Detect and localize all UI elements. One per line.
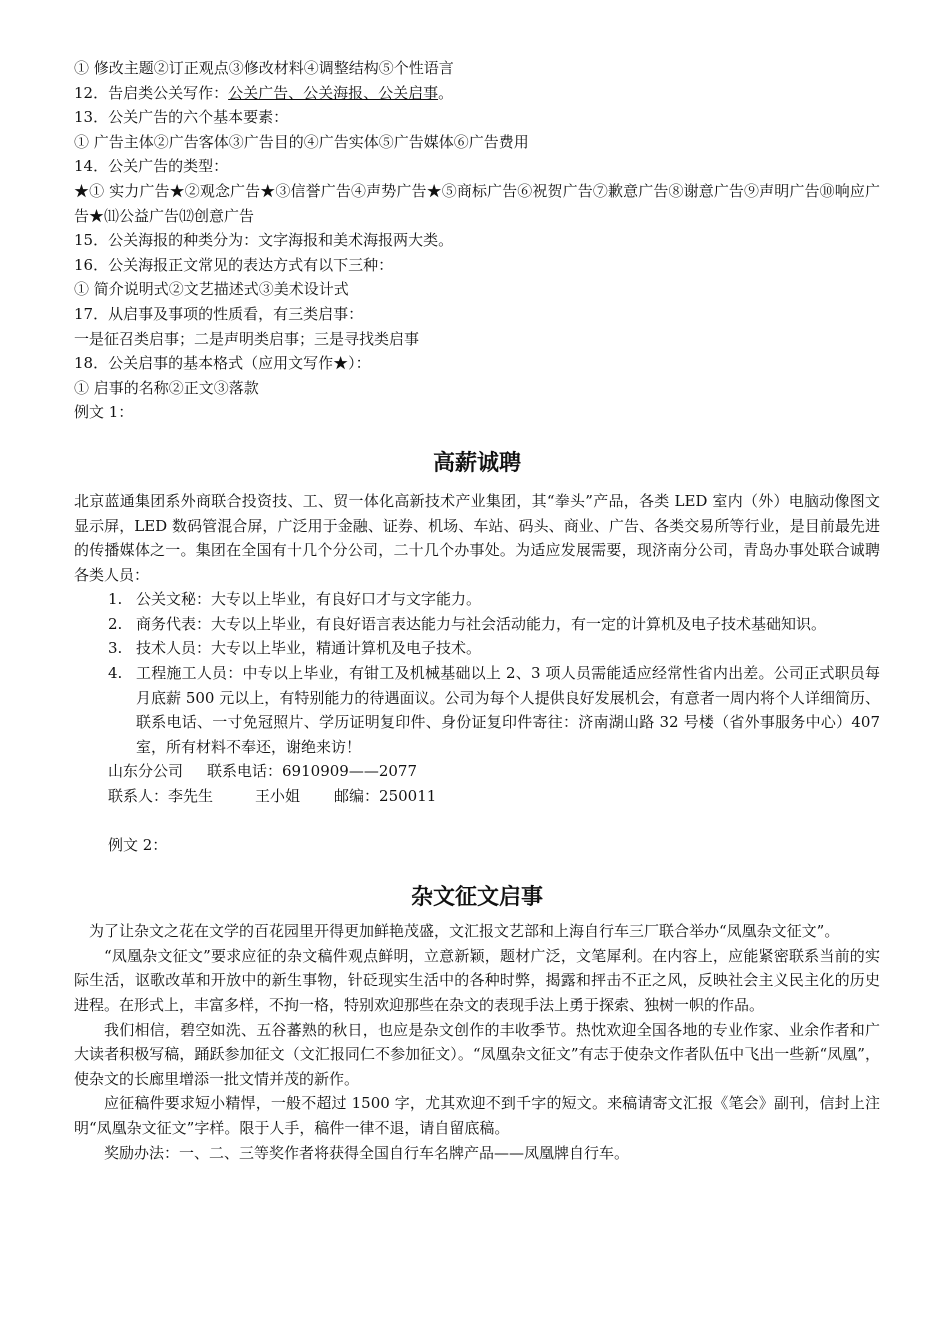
text-line: 17．从启事及事项的性质看，有三类启事： — [74, 304, 364, 323]
list-number: 4. — [108, 664, 123, 683]
text-line: ① 修改主题②订正观点③修改材料④调整结构⑤个性语言 — [74, 59, 454, 77]
underlined-answer: 公关广告、公关海报、公关启事 — [228, 83, 439, 102]
text-line: 15．公关海报的种类分为：文字海报和美术海报两大类。 — [74, 231, 454, 250]
example2-title: 杂文征文启事 — [410, 885, 543, 911]
example1-title: 高薪诚聘 — [432, 450, 521, 476]
text-line: ① 启事的名称②正文③落款 — [74, 378, 259, 397]
contact-line — [74, 759, 880, 784]
text-line: 16．公关海报正文常见的表达方式有以下三种： — [74, 255, 394, 274]
phone-number: 联系电话：6910909——2077 — [207, 762, 417, 781]
text-line: 14．公关广告的类型： — [74, 157, 229, 176]
list-item — [108, 661, 880, 759]
paragraph: “凤凰杂文征文”要求应征的杂文稿件观点鲜明，立意新颖，题材广泛，文笔犀利。在内容上，应能紧密联系当前的实际生活，讴歌改革和开放中的新生事物，针砭现实生活中的各种时弊，揭露和抨击不正之风，反映社会主义民主化的历史进程。在形式上，丰富多样，不拘一格，特别欢迎那些在杂文的表现手法上勇于探索、独树一帜的作品。 — [74, 946, 880, 1014]
text-line — [74, 81, 880, 106]
item-prefix: 12．告启类公关写作： — [74, 83, 229, 102]
job-list — [74, 587, 880, 759]
text-line: ① 广告主体②广告客体③广告目的④广告实体⑤广告媒体⑥广告费用 — [74, 132, 529, 151]
list-text: 技术人员：大专以上毕业，精通计算机及电子技术。 — [136, 639, 482, 658]
list-number: 2. — [108, 614, 123, 633]
contact-line — [74, 784, 880, 809]
example-label: 例文 2： — [108, 835, 168, 854]
postcode: 邮编：250011 — [334, 787, 437, 806]
paragraph: 奖励办法：一、二、三等奖作者将获得全国自行车名牌产品——凤凰牌自行车。 — [104, 1143, 630, 1162]
list-text: 公关文秘：大专以上毕业，有良好口才与文字能力。 — [136, 590, 482, 609]
list-text: 工程施工人员：中专以上毕业，有钳工及机械基础以上 2、3 项人员需能适应经常性省内出差。公司正式职员每月底薪 500 元以上，有特别能力的待遇面议。公司为每个人提供良好发展机会，有意者一周内将个人详细简历、联系电话、一寸免冠照片、学历证明复印件、身份证复印件寄往：济南湖山路 32 号楼（省外事服务中心）407 室，所有材料不奉还，谢绝来访！ — [136, 664, 880, 756]
list-text: 商务代表：大专以上毕业，有良好语言表达能力与社会活动能力，有一定的计算机及电子技术基础知识。 — [136, 614, 827, 633]
example-label: 例文 1： — [74, 403, 134, 422]
text-line: 18．公关启事的基本格式（应用文写作★）： — [74, 354, 371, 373]
list-number: 1. — [108, 590, 123, 609]
list-item — [108, 612, 880, 637]
item-suffix: 。 — [438, 83, 454, 102]
paragraph: 我们相信，碧空如洗、五谷蕃熟的秋日，也应是杂文创作的丰收季节。热忱欢迎全国各地的专业作家、业余作者和广大读者积极写稿，踊跃参加征文（文汇报同仁不参加征文）。“凤凰杂文征文”有志于使杂文作者队伍中飞出一些新“凤凰”，使杂文的长廊里增添一批文情并茂的新作。 — [74, 1020, 880, 1088]
contact-person: 联系人：李先生 — [108, 787, 214, 806]
contact-person-2: 王小姐 — [255, 787, 301, 806]
list-item — [108, 636, 880, 661]
company-name: 山东分公司 — [108, 762, 184, 781]
paragraph: 为了让杂文之花在文学的百花园里开得更加鲜艳茂盛，文汇报文艺部和上海自行车三厂联合举办“凤凰杂文征文”。 — [89, 922, 840, 941]
list-item — [108, 587, 880, 612]
text-line: 13．公关广告的六个基本要素： — [74, 108, 289, 127]
text-line: 一是征召类启事；二是声明类启事；三是寻找类启事 — [74, 329, 420, 348]
list-number: 3. — [108, 639, 123, 658]
paragraph: 应征稿件要求短小精悍，一般不超过 1500 字，尤其欢迎不到千字的短文。来稿请寄文汇报《笔会》副刊，信封上注明“凤凰杂文征文”字样。限于人手，稿件一律不退，请自留底稿。 — [74, 1094, 880, 1137]
text-line: ① 简介说明式②文艺描述式③美术设计式 — [74, 280, 349, 299]
example1-intro: 北京蓝通集团系外商联合投资技、工、贸一体化高新技术产业集团，其“拳头”产品，各类 LED 室内（外）电脑动像图文显示屏，LED 数码管混合屏，广泛用于金融、证券、机场、车站、码头、商业、广告、各类交易所等行业，是目前最先进的传播媒体之一。集团在全国有十几个分公司，二十几个办事处。为适应发展需要，现济南分公司，青岛办事处联合诚聘各类人员： — [74, 491, 880, 584]
ad-types-paragraph: ★① 实力广告★②观念广告★③信誉广告④声势广告★⑤商标广告⑥祝贺广告⑦歉意广告⑧谢意广告⑨声明广告⑩响应广告★⑾公益广告⑿创意广告 — [74, 181, 880, 225]
